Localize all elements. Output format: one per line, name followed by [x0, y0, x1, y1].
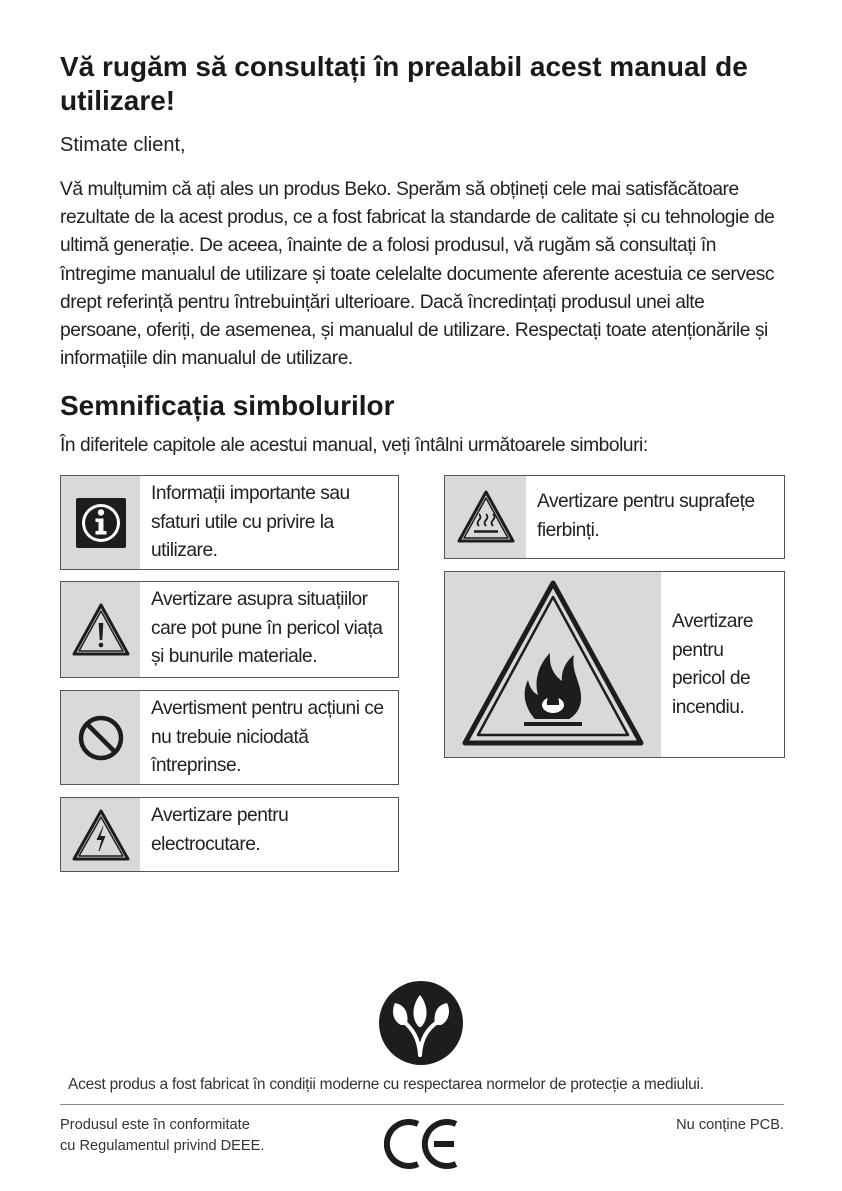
symbol-card-warning [60, 581, 399, 678]
pcb-statement: Nu conține PCB. [676, 1117, 784, 1133]
symbol-card-hot-surface [444, 475, 785, 559]
weee-line-1: Produsul este în conformitate [60, 1117, 250, 1133]
warning-triangle-icon [61, 582, 140, 677]
symbol-text-prohibition: Avertisment pentru acțiuni ce nu trebuie niciodată întreprinse. [151, 698, 384, 776]
symbol-text-hot-surface: Avertizare pentru suprafețe fierbinți. [537, 491, 755, 541]
symbol-text-electric: Avertizare pentru electrocutare. [151, 805, 289, 855]
symbol-card-info [60, 475, 399, 570]
greeting: Stimate client, [60, 134, 186, 156]
symbols-intro: În diferitele capitole ale acestui manual, veți întâlni următoarele simboluri: [60, 435, 648, 456]
symbols-heading: Semnificația simbolurilor [60, 390, 395, 421]
symbol-text-info: Informații importante sau sfaturi utile cu privire la utilizare. [151, 483, 350, 561]
ce-mark-icon [384, 1118, 460, 1170]
footer-divider [60, 1104, 784, 1105]
leaf-icon [379, 981, 463, 1065]
intro-paragraph: Vă mulțumim că ați ales un produs Beko. Sperăm să obțineți cele mai satisfăcătoare rezultate de la acest produs, ce a fost fabricat la standarde de calitate și cu tehnologie de ultimă generație. De aceea, înainte de a folosi produsul, vă rugăm să consultați în întregime manualul de utilizare și toate celelalte documente aferente acestuia ce servesc drept referință pentru întrebuințări ulterioare. Dacă încredințați produsul unei alte persoane, oferiți, de asemenea, și manualul de utilizare. Respectați toate atenționările și informațiile din manualul de utilizare. [60, 179, 775, 370]
environment-text: Acest produs a fost fabricat în condiții moderne cu respectarea normelor de protecție a mediului. [68, 1076, 704, 1093]
hot-surface-icon [445, 476, 526, 558]
symbol-card-electric [60, 797, 399, 872]
symbol-card-prohibition [60, 690, 399, 785]
symbol-text-fire: Avertizare pentru pericol de incendiu. [672, 611, 754, 718]
symbol-card-fire [444, 571, 785, 758]
info-icon [61, 476, 140, 569]
page-title: Vă rugăm să consultați în prealabil acest manual de utilizare! [60, 51, 748, 116]
fire-hazard-icon [445, 572, 661, 757]
electric-shock-icon [61, 798, 140, 871]
symbol-text-warning: Avertizare asupra situațiilor care pot pune în pericol viața și bunurile materiale. [151, 589, 383, 667]
weee-line-2: cu Regulamentul privind DEEE. [60, 1138, 265, 1154]
weee-statement [60, 1115, 264, 1157]
prohibition-icon [61, 691, 140, 784]
